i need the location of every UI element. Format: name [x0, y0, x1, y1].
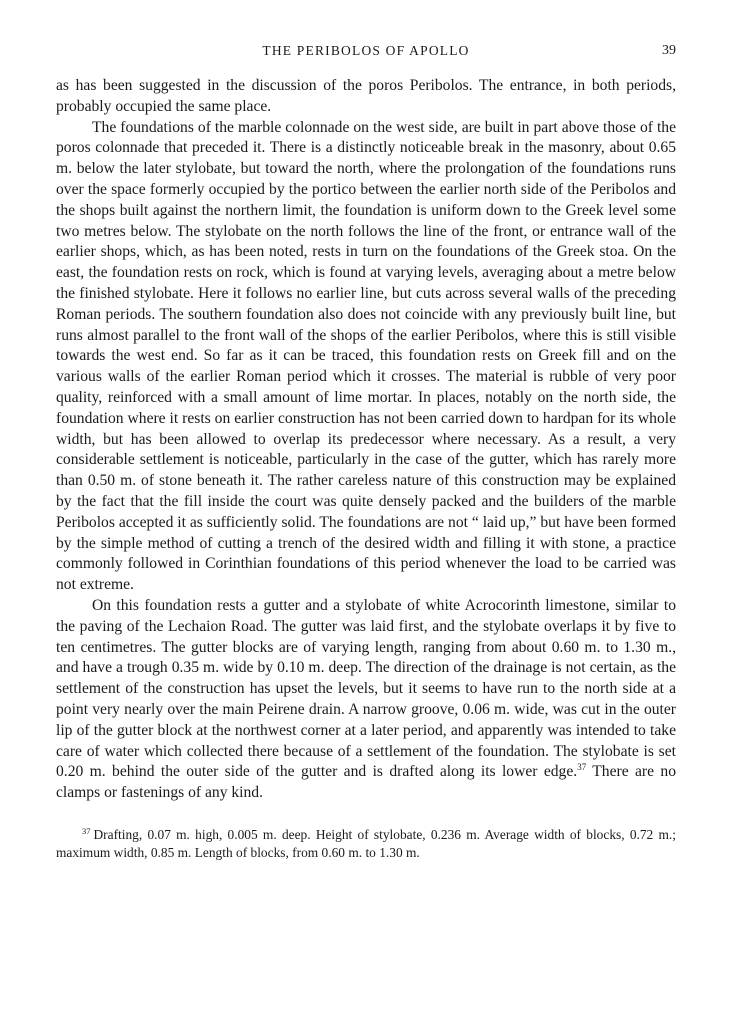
paragraph-foundations: The foundations of the marble colonnade on the west side, are built in part above those of the poros colonnade that preceded it. There is a distinctly noticeable break in the masonry, about 0.65 m. below the later stylobate, but toward the north, where the prolongation of the foundations runs over the space formerly occupied by the portico between the earlier north side of the Peribolos and the shops built against the northern limit, the foundation is uniform down to the Greek level some two metres below. The stylobate on the north follows the line of the front, or entrance wall of the earlier shops, which, as has been noted, rests in turn on the foundations of the Greek stoa. On the east, the foundation rests on rock, which is found at varying levels, averaging about a metre below the finished stylobate. Here it follows no earlier line, but cuts across several walls of the preceding Roman periods. The southern foundation also does not coincide with any previously built line, but runs almost parallel to the front wall of the shops of the earlier Peribolos, where this is still visible towards the west end. So far as it can be traced, this foundation rests on Greek fill and on the various walls of the earlier Roman period which it crosses. The material is rubble of very poor quality, reinforced with a small amount of lime mortar. In places, notably on the north side, the foundation where it rests on earlier construction has not been carried down to hardpan for its whole width, but has been allowed to overlap its predecessor where necessary. As a result, a very considerable settlement is noticeable, particularly in the case of the gutter, which has rarely more than 0.50 m. of stone beneath it. The rather careless nature of this construction may be explained by the fact that the fill inside the court was quite densely packed and the builders of the marble Peribolos accepted it as sufficiently solid. The foundations are not “ laid up,” but have been formed by the simple method of cutting a trench of the desired width and filling it with stone, a practice commonly followed in Corinthian foundations of this period whenever the load to be carried was not extreme.: [56, 118, 676, 594]
footnote-text: Drafting, 0.07 m. high, 0.005 m. deep. Height of stylobate, 0.236 m. Average width of blocks, 0.72 m.; maximum width, 0.85 m. Length of blocks, from 0.60 m. to 1.30 m.: [56, 826, 676, 860]
body-text: [56, 76, 676, 804]
footnote: [56, 826, 676, 862]
footnote-reference[interactable]: 37: [577, 762, 587, 773]
running-head: [56, 40, 676, 62]
paragraph-gutter: [56, 596, 676, 804]
page-number: 39: [662, 43, 676, 58]
paragraph-gutter-text: On this foundation rests a gutter and a stylobate of white Acrocorinth limestone, similar to the paving of the Lechaion Road. The gutter was laid first, and the stylobate overlaps it by five to ten centimetres. The gutter blocks are of varying length, ranging from about 0.60 m. to 1.30 m., and have a trough 0.35 m. wide by 0.10 m. deep. The direction of the drainage is not certain, as the settlement of the construction has upset the levels, but it seems to have run to the north side at a point very nearly over the main Peirene drain. A narrow groove, 0.06 m. wide, was cut in the outer lip of the gutter block at the northwest corner at a later period, and apparently was intended to take care of water which collected there because of a settlement of the foundation. The stylobate is set 0.20 m. behind the outer side of the gutter and is drafted along its lower edge.: [56, 596, 676, 781]
running-title: THE PERIBOLOS OF APOLLO: [262, 43, 470, 58]
book-page: [56, 40, 676, 862]
paragraph-continued: as has been suggested in the discussion of the poros Peribolos. The entrance, in both periods, probably occupied the same place.: [56, 77, 676, 115]
paragraph-gutter-tail: There are no clamps or fastenings of any kind.: [56, 763, 676, 802]
footnote-number: 37: [82, 825, 91, 836]
